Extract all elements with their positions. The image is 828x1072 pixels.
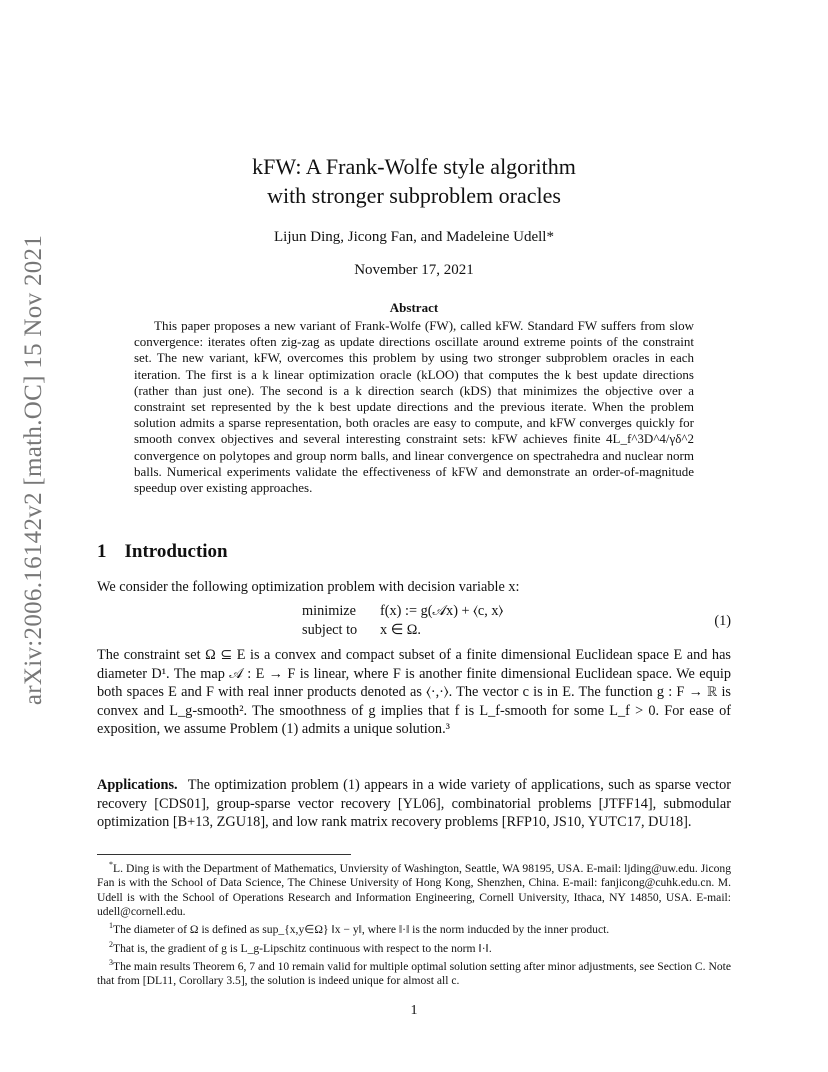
abstract-body: This paper proposes a new variant of Frank-Wolfe (FW), called kFW. Standard FW suffers from slow convergence: iterates often zig-zag as update directions oscillate around extreme points of the constraint set. The new variant, kFW, overcomes this problem by using two stronger subproblem oracles in each iteration. The first is a k linear optimization oracle (kLOO) that computes the k best update directions (rather than just one). The second is a k direction search (kDS) that minimizes the objective over a constraint set represented by the k best update directions and the previous iterate. When the problem solution admits a sparse representation, both oracles are easy to compute, and kFW converges quickly for smooth convex objectives and several interesting constraint sets: kFW achieves finite 4L_f^3D^4/γδ^2 convergence on polytopes and group norm balls, and linear convergence on spectrahedra and nuclear norm balls. Numerical experiments validate the effectiveness of kFW and demonstrate an order-of-magnitude speedup over existing approaches. — [134, 318, 694, 496]
applications-paragraph — [97, 776, 731, 832]
footnote-1: $^1$The diameter of Ω is defined as sup_{x,y∈Ω} ‖x − y‖, where ‖·‖ is the norm inducded by the inner product. — [109, 921, 610, 937]
eq-constraint: x ∈ Ω. — [380, 622, 421, 638]
footnote-affiliations: *L. Ding is with the Department of Mathematics, Unviersity of Washington, Seattle, WA 98195, USA. E-mail: ljding@uw.edu. Jicong Fan is with the School of Data Science, The Chinese University of Hong Kong, Shenzhen, China. E-mail: fanjicong@cuhk.edu.cn. M. Udell is with the School of Operations Research and Information Engineering, Cornell University, Ithaca, NY 14850, USA. E-mail: udell@cornell.edu. — [97, 860, 731, 919]
paper-title — [97, 152, 731, 210]
applications-heading: Applications. — [97, 777, 178, 793]
eq-objective: f(x) := g(𝒜x) + ⟨c, x⟩ — [380, 603, 504, 619]
optimization-problem — [302, 602, 503, 640]
eq-subject-to-label: subject to — [302, 622, 358, 638]
arxiv-side-stamp — [14, 150, 54, 790]
footnote-3: $^3$The main results Theorem 6, 7 and 10 remain valid for multiple optimal solution setting after minor adjustments, see Section C. Note that from [DL11, Corollary 3.5], the solution is indeed unique for almost all c. — [97, 958, 731, 988]
equation-number: (1) — [714, 613, 731, 629]
abstract-heading: Abstract — [389, 300, 439, 315]
footnote-divider — [97, 854, 351, 855]
applications-text[interactable]: The optimization problem (1) appears in a wide variety of applications, such as sparse vector recovery [CDS01], group-sparse vector recovery [YL06], combinatorial problems [JTFF14], submodular optimization [B+13, ZGU18], and low rank matrix recovery problems [RFP10, JS10, YUTC17, DU18]. — [97, 777, 731, 831]
arxiv-identifier: arXiv:2006.16142v2 [math.OC] 15 Nov 2021 — [20, 234, 48, 706]
section-heading — [97, 541, 228, 563]
eq-minimize-label: minimize — [302, 603, 356, 619]
intro-sentence: We consider the following optimization problem with decision variable x: — [97, 579, 520, 595]
publication-date: November 17, 2021 — [354, 262, 474, 278]
section-title: Introduction — [124, 541, 228, 562]
title-line-1: kFW: A Frank-Wolfe style algorithm — [252, 154, 576, 179]
footnotes — [97, 858, 731, 989]
page-number: 1 — [410, 1003, 418, 1018]
section-number: 1 — [97, 541, 107, 562]
footnote-2: $^2$That is, the gradient of g is L_g-Lipschitz continuous with respect to the norm ‖·‖. — [109, 939, 492, 955]
author-list: Lijun Ding, Jicong Fan, and Madeleine Udell* — [274, 229, 554, 245]
constraint-paragraph: The constraint set Ω ⊆ E is a convex and compact subset of a finite dimensional Euclidean space E and has diameter D¹. The map 𝒜 : E → F is linear, where F is another finite dimensional Euclidean space. We equip both spaces E and F with real inner products denoted as ⟨·,·⟩. The vector c is in E. The function g : F → ℝ is convex and L_g-smooth². The smoothness of g implies that f is L_f-smooth for some L_f > 0. For ease of exposition, we assume Problem (1) admits a unique solution.³ — [97, 647, 731, 738]
title-line-2: with stronger subproblem oracles — [267, 183, 561, 208]
